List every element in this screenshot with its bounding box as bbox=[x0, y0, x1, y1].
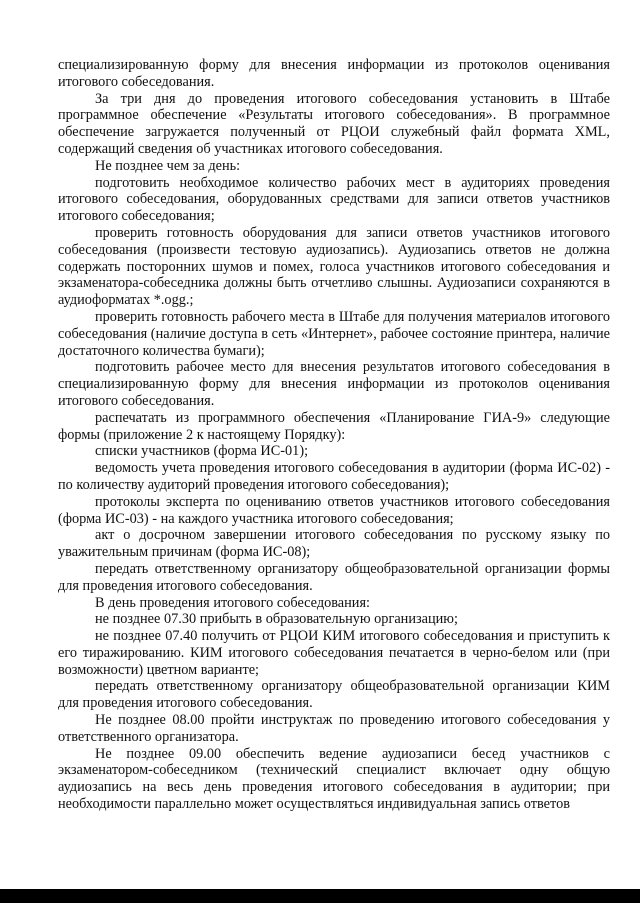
scan-edge-bar bbox=[0, 889, 640, 903]
paragraph: Не позднее 09.00 обеспечить ведение аудиозаписи бесед участников с экзаменатором-собеседником (технический специалист включает одну общую аудиозапись на весь день проведения итогового собеседования в аудитории; при необходимости параллельно может осуществляться индивидуальная запись ответов bbox=[58, 745, 610, 813]
paragraph: проверить готовность рабочего места в Штабе для получения материалов итогового собеседования (наличие доступа в сеть «Интернет», рабочее состояние принтера, наличие достаточного количества бумаги); bbox=[58, 308, 610, 359]
paragraph: передать ответственному организатору общеобразовательной организации формы для проведения итогового собеседования. bbox=[58, 560, 610, 594]
paragraph: Не позднее чем за день: bbox=[95, 157, 241, 174]
paragraph: За три дня до проведения итогового собеседования установить в Штабе программное обеспечение «Результаты итогового собеседования». В программное обеспечение загружается полученный от РЦОИ служебный файл формата XML, содержащий сведения об участниках итогового собеседования. bbox=[58, 90, 610, 157]
document-body bbox=[58, 57, 610, 813]
paragraph: протоколы эксперта по оцениванию ответов участников итогового собеседования (форма ИС-03) - на каждого участника итогового собеседования; bbox=[58, 493, 610, 527]
paragraph: не позднее 07.30 прибыть в образовательную организацию; bbox=[95, 611, 458, 628]
paragraph: распечатать из программного обеспечения «Планирование ГИА-9» следующие формы (приложение 2 к настоящему Порядку): bbox=[58, 409, 610, 443]
paragraph: специализированную форму для внесения информации из протоколов оценивания итогового собеседования. bbox=[58, 57, 610, 90]
paragraph: В день проведения итогового собеседования: bbox=[95, 594, 371, 611]
paragraph: списки участников (форма ИС-01); bbox=[95, 443, 309, 460]
paragraph: проверить готовность оборудования для записи ответов участников итогового собеседования (произвести тестовую аудиозапись). Аудиозапись ответов не должна содержать посторонних шумов и помех, голоса участников итогового собеседования и экзаменатора-собеседника должны быть отчетливо слышны. Аудиозаписи сохраняются в аудиоформатах *.ogg.; bbox=[58, 224, 610, 309]
paragraph: не позднее 07.40 получить от РЦОИ КИМ итогового собеседования и приступить к его тиражированию. КИМ итогового собеседования печатается в черно-белом или (при возможности) цветном варианте; bbox=[58, 628, 610, 678]
paragraph: Не позднее 08.00 пройти инструктаж по проведению итогового собеседования у ответственного организатора. bbox=[58, 712, 610, 745]
paragraph: подготовить необходимое количество рабочих мест в аудиториях проведения итогового собеседования, оборудованных средствами для записи ответов участников итогового собеседования; bbox=[58, 174, 610, 225]
paragraph: передать ответственному организатору общеобразовательной организации КИМ для проведения итогового собеседования. bbox=[58, 678, 610, 712]
paragraph: подготовить рабочее место для внесения результатов итогового собеседования в специализированную форму для внесения информации из протоколов оценивания итогового собеседования. bbox=[58, 359, 610, 409]
paragraph: ведомость учета проведения итогового собеседования в аудитории (форма ИС-02) - по количеству аудиторий проведения итогового собеседования); bbox=[58, 460, 610, 493]
paragraph: акт о досрочном завершении итогового собеседования по русскому языку по уважительным причинам (форма ИС-08); bbox=[58, 527, 610, 561]
